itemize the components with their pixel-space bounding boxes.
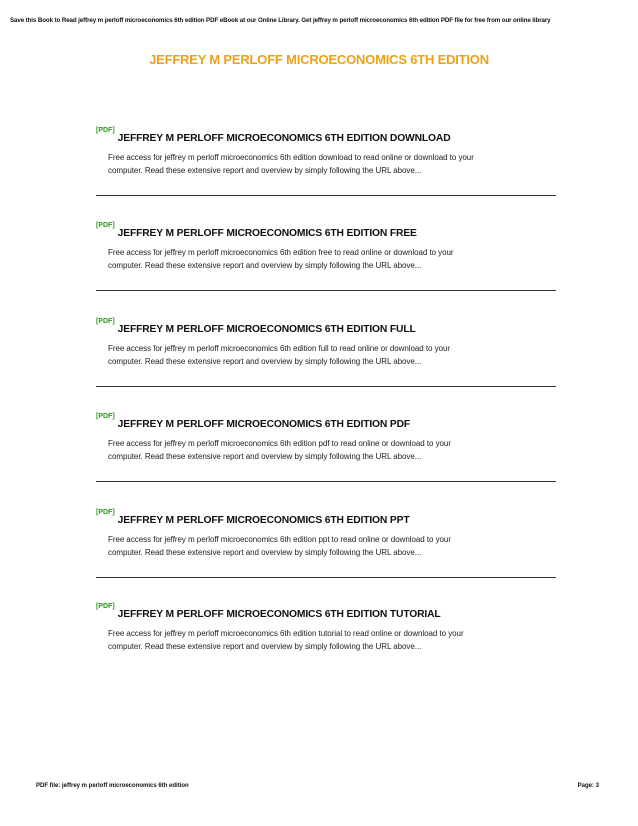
divider <box>96 386 556 387</box>
entry-description-line: Free access for jeffrey m perloff microeconomics 6th edition full to read online or download to your <box>108 344 450 353</box>
entry-description <box>108 533 556 559</box>
entry-heading[interactable]: JEFFREY M PERLOFF MICROECONOMICS 6TH EDITION FULL <box>117 324 416 335</box>
divider <box>96 577 556 578</box>
entry-heading-row <box>96 510 409 528</box>
footer-page-number: Page: 3 <box>577 783 599 789</box>
entry-heading-row <box>96 319 416 337</box>
divider <box>96 290 556 291</box>
entry-description-line: computer. Read these extensive report and overview by simply following the URL above... <box>108 357 422 366</box>
entry-description-line: computer. Read these extensive report and overview by simply following the URL above... <box>108 452 422 461</box>
entry-heading[interactable]: JEFFREY M PERLOFF MICROECONOMICS 6TH EDITION DOWNLOAD <box>117 133 451 144</box>
entry-description-line: Free access for jeffrey m perloff microeconomics 6th edition free to read online or download to your <box>108 248 454 257</box>
entry-heading-row <box>96 414 410 432</box>
entry-description <box>108 246 556 272</box>
pdf-tag: [PDF] <box>96 603 115 610</box>
entry-description-line: Free access for jeffrey m perloff microeconomics 6th edition download to read online or download to your <box>108 153 474 162</box>
pdf-tag: [PDF] <box>96 509 115 516</box>
entry-description-line: computer. Read these extensive report and overview by simply following the URL above... <box>108 642 422 651</box>
entry-description-line: Free access for jeffrey m perloff microeconomics 6th edition ppt to read online or download to your <box>108 535 451 544</box>
entry-description-line: Free access for jeffrey m perloff microeconomics 6th edition pdf to read online or download to your <box>108 439 451 448</box>
entry-description <box>108 342 556 368</box>
entry-description <box>108 151 556 177</box>
entry-description <box>108 627 556 653</box>
entry-description-line: computer. Read these extensive report and overview by simply following the URL above... <box>108 166 422 175</box>
pdf-tag: [PDF] <box>96 318 115 325</box>
entry-heading[interactable]: JEFFREY M PERLOFF MICROECONOMICS 6TH EDITION PPT <box>117 515 410 526</box>
entry-description <box>108 437 556 463</box>
divider <box>96 481 556 482</box>
entry-heading[interactable]: JEFFREY M PERLOFF MICROECONOMICS 6TH EDITION FREE <box>117 228 417 239</box>
footer-file-label: PDF file: jeffrey m perloff microeconomics 6th edition <box>36 783 189 789</box>
page-title: JEFFREY M PERLOFF MICROECONOMICS 6TH EDITION <box>149 52 489 67</box>
entry-description-line: computer. Read these extensive report and overview by simply following the URL above... <box>108 548 422 557</box>
entry-heading-row <box>96 604 441 622</box>
pdf-tag: [PDF] <box>96 413 115 420</box>
pdf-tag: [PDF] <box>96 222 115 229</box>
pdf-tag: [PDF] <box>96 127 115 134</box>
top-banner: Save this Book to Read jeffrey m perloff microeconomics 6th edition PDF eBook at our Online Library. Get jeffrey m perloff microeconomics 6th edition PDF file for free from our online library <box>10 17 551 24</box>
entry-description-line: computer. Read these extensive report and overview by simply following the URL above... <box>108 261 422 270</box>
entry-heading-row <box>96 223 417 241</box>
entry-heading[interactable]: JEFFREY M PERLOFF MICROECONOMICS 6TH EDITION PDF <box>117 419 411 430</box>
entry-description-line: Free access for jeffrey m perloff microeconomics 6th edition tutorial to read online or download to your <box>108 629 464 638</box>
divider <box>96 195 556 196</box>
entry-heading[interactable]: JEFFREY M PERLOFF MICROECONOMICS 6TH EDITION TUTORIAL <box>117 609 441 620</box>
entry-heading-row <box>96 128 450 146</box>
